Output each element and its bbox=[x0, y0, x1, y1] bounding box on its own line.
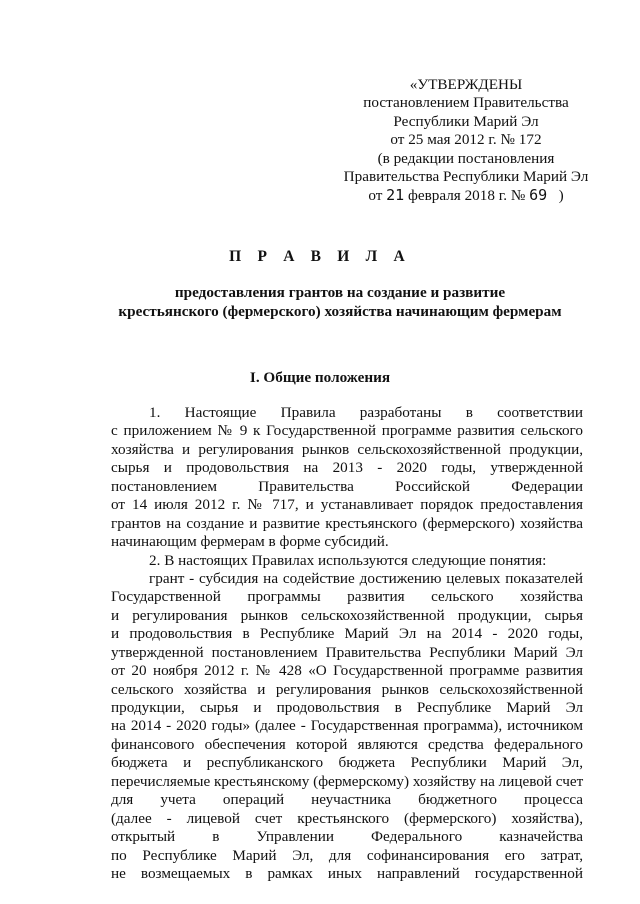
approval-prefix: от bbox=[368, 187, 383, 205]
approval-line: от 25 мая 2012 г. № 172 bbox=[390, 131, 542, 149]
body-line: 1. Настоящие Правила разработаны в соответствии bbox=[149, 404, 583, 421]
body-line: для учета операций неучастника бюджетного процесса bbox=[111, 791, 583, 809]
body-line: 2. В настоящих Правилах используются следующие понятия: bbox=[149, 551, 547, 569]
body-line: от 20 ноября 2012 г. № 428 «О Государственной программе развития bbox=[111, 662, 583, 680]
approval-month-year: февраля 2018 г. № bbox=[408, 187, 526, 205]
approval-line: (в редакции постановления bbox=[377, 149, 555, 167]
body-line: от 14 июля 2012 г. № 717, и устанавливает порядок предоставления bbox=[111, 496, 583, 514]
body-line: и регулирования рынков сельскохозяйственной продукции, сырья bbox=[111, 606, 583, 624]
approval-date-line bbox=[332, 186, 600, 205]
approval-line: «УТВЕРЖДЕНЫ bbox=[409, 76, 523, 93]
body-line: утвержденной постановлением Правительства Республики Марий Эл bbox=[111, 643, 583, 661]
body-line: грантов на создание и развитие крестьянского (фермерского) хозяйства bbox=[111, 514, 583, 532]
body-line: финансового обеспечения которой являются средства федерального bbox=[111, 735, 583, 753]
body-line: сельского хозяйства и регулирования рынков сельскохозяйственной bbox=[111, 680, 583, 698]
approval-stamp bbox=[332, 76, 600, 206]
body-line: (далее - лицевой счет крестьянского (фермерского) хозяйства), bbox=[111, 809, 583, 827]
section-heading: I. Общие положения bbox=[249, 369, 391, 386]
approval-number: 69 bbox=[529, 186, 548, 205]
approval-line: Республики Марий Эл bbox=[393, 112, 539, 130]
body-line: грант - субсидия на содействие достижению целевых показателей bbox=[149, 569, 583, 587]
body-line: по Республике Марий Эл, для софинансирования его затрат, bbox=[111, 846, 583, 864]
body-line: на 2014 - 2020 годы» (далее - Государственная программа), источником bbox=[111, 717, 583, 735]
approval-line: постановлением Правительства bbox=[363, 94, 569, 112]
body-line: перечисляемые крестьянскому (фермерскому) хозяйству на лицевой счет bbox=[111, 772, 584, 790]
body-line: хозяйства и регулирования рынков сельскохозяйственной продукции, bbox=[111, 440, 583, 458]
body-line: открытый в Управлении Федерального казначейства bbox=[111, 828, 583, 846]
approval-line: Правительства Республики Марий Эл bbox=[343, 168, 589, 186]
body-line: и продовольствия в Республике Марий Эл на 2014 - 2020 годы, bbox=[111, 625, 583, 643]
body-line: с приложением № 9 к Государственной программе развития сельского bbox=[111, 422, 583, 440]
approval-closing-paren: ) bbox=[558, 187, 564, 205]
body-line: начинающим фермерам в форме субсидий. bbox=[111, 533, 389, 551]
subtitle-line: предоставления грантов на создание и развитие bbox=[174, 284, 506, 301]
body-text bbox=[111, 404, 583, 883]
body-line: продукции, сырья и продовольствия в Республике Марий Эл bbox=[111, 699, 583, 716]
body-line: Государственной программы развития сельского хозяйства bbox=[111, 588, 583, 606]
approval-day: 21 bbox=[386, 186, 405, 205]
subtitle-line: крестьянского (фермерского) хозяйства начинающим фермерам bbox=[118, 302, 562, 320]
body-line: не возмещаемых в рамках иных направлений государственной bbox=[111, 864, 583, 882]
document-title: П Р А В И Л А bbox=[229, 248, 411, 265]
document-subtitle bbox=[40, 284, 640, 321]
body-line: постановлением Правительства Российской Федерации bbox=[111, 477, 583, 495]
body-line: бюджета и республиканского бюджета Республики Марий Эл, bbox=[111, 754, 583, 772]
body-line: сырья и продовольствия на 2013 - 2020 годы, утвержденной bbox=[111, 459, 583, 477]
